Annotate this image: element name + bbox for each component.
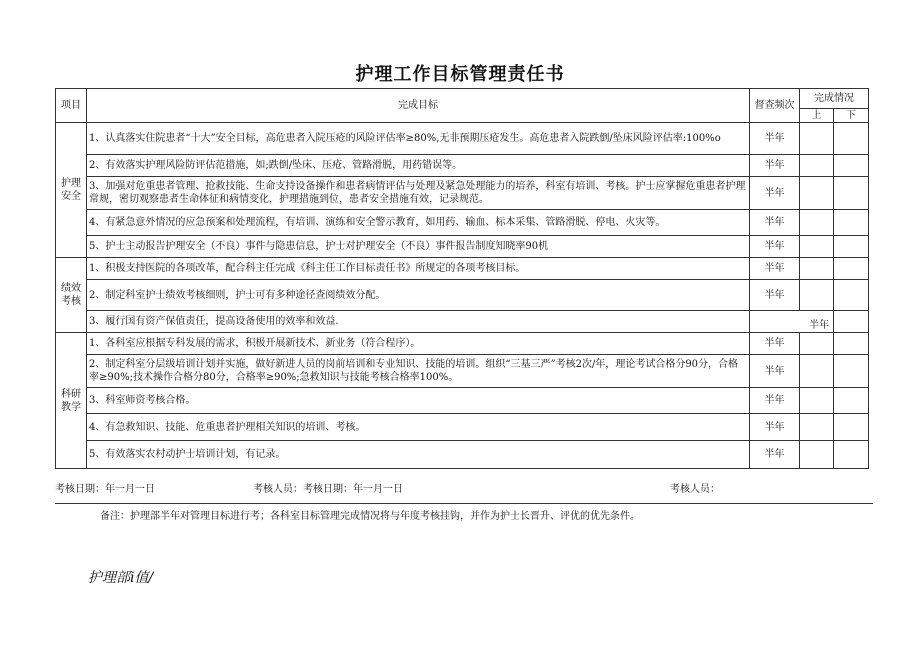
first-half-cell (800, 258, 834, 280)
first-half-cell (800, 210, 834, 236)
signature: 护理部i值/ (88, 570, 154, 586)
second-half-cell (834, 388, 869, 414)
table-row (56, 177, 869, 210)
frequency-cell: 半年 (750, 311, 834, 333)
frequency-cell: 半年 (750, 280, 800, 311)
header-first-half: 上 (800, 109, 834, 123)
goal-cell: 4、有急救知识、技能、危重患者护理相关知识的培训、考核。 (87, 414, 750, 441)
frequency-cell: 半年 (750, 210, 800, 236)
reviewer-2: 考核人员： (670, 484, 720, 495)
frequency-cell: 半年 (750, 414, 800, 441)
frequency-cell: 半年 (750, 236, 800, 258)
first-half-cell (800, 441, 834, 469)
header-row (56, 89, 869, 109)
table-row (56, 441, 869, 469)
frequency-cell: 半年 (750, 388, 800, 414)
table-row (56, 355, 869, 388)
second-half-cell (834, 311, 869, 333)
first-half-cell (800, 177, 834, 210)
table-row (56, 311, 869, 333)
table-row (56, 236, 869, 258)
category-performance: 绩效考核 (56, 258, 87, 333)
first-half-cell (800, 123, 834, 155)
goal-cell: 4、有紧急意外情况的应急预案和处理流程，有培训、演练和安全警示教育，如用药、输血、标本采集、管路滑脱、停电、火灾等。 (87, 210, 750, 236)
second-half-cell (834, 258, 869, 280)
header-item: 项目 (56, 89, 87, 123)
frequency-cell: 半年 (750, 258, 800, 280)
header-second-half: 下 (834, 109, 869, 123)
goal-cell: 1、积极支持医院的各项改革，配合科主任完成《科主任工作目标责任书》所规定的各项考核目标。 (87, 258, 750, 280)
frequency-cell: 半年 (750, 123, 800, 155)
goal-cell: 1、认真落实住院患者“十大”安全目标，高危患者入院压疮的风险评估率≥80%,无非预期压疮发生。高危患者入院跌倒/坠床风险评估率:100%o (87, 123, 750, 155)
header-status: 完成情况 (800, 89, 869, 109)
first-half-cell (800, 155, 834, 177)
second-half-cell (834, 210, 869, 236)
first-half-cell (800, 388, 834, 414)
goal-cell: 5、护士主动报告护理安全（不良）事件与隐患信息，护士对护理安全（不良）事件报告制度知晓率90机 (87, 236, 750, 258)
first-half-cell (800, 280, 834, 311)
second-half-cell (834, 441, 869, 469)
second-half-cell (834, 177, 869, 210)
second-half-cell (834, 280, 869, 311)
goal-cell: 1、各科室应根据专科发展的需求，积极开展新技术、新业务（符合程序）。 (87, 333, 750, 355)
goal-cell: 2、制定科室护士绩效考核细则，护士可有多种途径查阅绩效分配。 (87, 280, 750, 311)
frequency-cell: 半年 (750, 355, 800, 388)
table-row (56, 155, 869, 177)
category-research: 科研教学 (56, 333, 87, 469)
document-title: 护理工作目标管理责任书 (355, 64, 565, 85)
table-row (56, 388, 869, 414)
goal-cell: 5、有效落实农村动护士培训计划，有记录。 (87, 441, 750, 469)
second-half-cell (834, 155, 869, 177)
first-half-cell (800, 414, 834, 441)
second-half-cell (834, 414, 869, 441)
goal-cell: 3、加强对危重患者管理、抢救技能、生命支持设备操作和患者病情评估与处理及紧急处理能力的培养，科室有培训、考核。护士应掌握危重患者护理常规，密切观察患者生命体征和病情变化，护理措施到位，患者安全措施有效，记录规范。 (87, 177, 750, 210)
second-half-cell (834, 333, 869, 355)
table-row (56, 210, 869, 236)
header-frequency: 督查频次 (750, 89, 800, 123)
frequency-cell: 半年 (750, 333, 800, 355)
frequency-cell: 半年 (750, 155, 800, 177)
second-half-cell (834, 123, 869, 155)
goal-cell: 3、履行国有资产保值责任，提高设备使用的效率和效益. (87, 311, 750, 333)
first-half-cell (800, 333, 834, 355)
table-row (56, 123, 869, 155)
second-half-cell (834, 355, 869, 388)
goal-cell: 3、科室师资考核合格。 (87, 388, 750, 414)
table-row (56, 258, 869, 280)
first-half-cell (800, 236, 834, 258)
responsibility-table (55, 88, 869, 469)
category-safety: 护理安全 (56, 123, 87, 258)
goal-cell: 2、有效落实护理风险防评估范措施，如;跌倒/坠床、压疮、管路滑脱，用药错误等。 (87, 155, 750, 177)
reviewer-and-date: 考核人员：考核日期：年一月一日 (253, 484, 403, 495)
note-text: 备注：护理部半年对管理目标进行考；各科室目标管理完成情况将与年度考核挂钩，并作为护士长晋升、评优的优先条件。 (100, 511, 640, 522)
goal-cell: 2、制定科室分层级培训计划并实施，做好新进人员的岗前培训和专业知识、技能的培训。组织“三基三严”考核2次/年，理论考试合格分90分，合格率≥90%;技术操作合格分80分，合格率≥90%;急救知识与技能考核合格率100%。 (87, 355, 750, 388)
table-row (56, 414, 869, 441)
header-goal: 完成目标 (87, 89, 750, 123)
second-half-cell (834, 236, 869, 258)
frequency-cell: 半年 (750, 441, 800, 469)
frequency-cell: 半年 (750, 177, 800, 210)
table-row (56, 333, 869, 355)
review-date-1: 考核日期：年一月一日 (55, 484, 155, 495)
table-row (56, 280, 869, 311)
first-half-cell (800, 355, 834, 388)
divider (55, 503, 873, 504)
